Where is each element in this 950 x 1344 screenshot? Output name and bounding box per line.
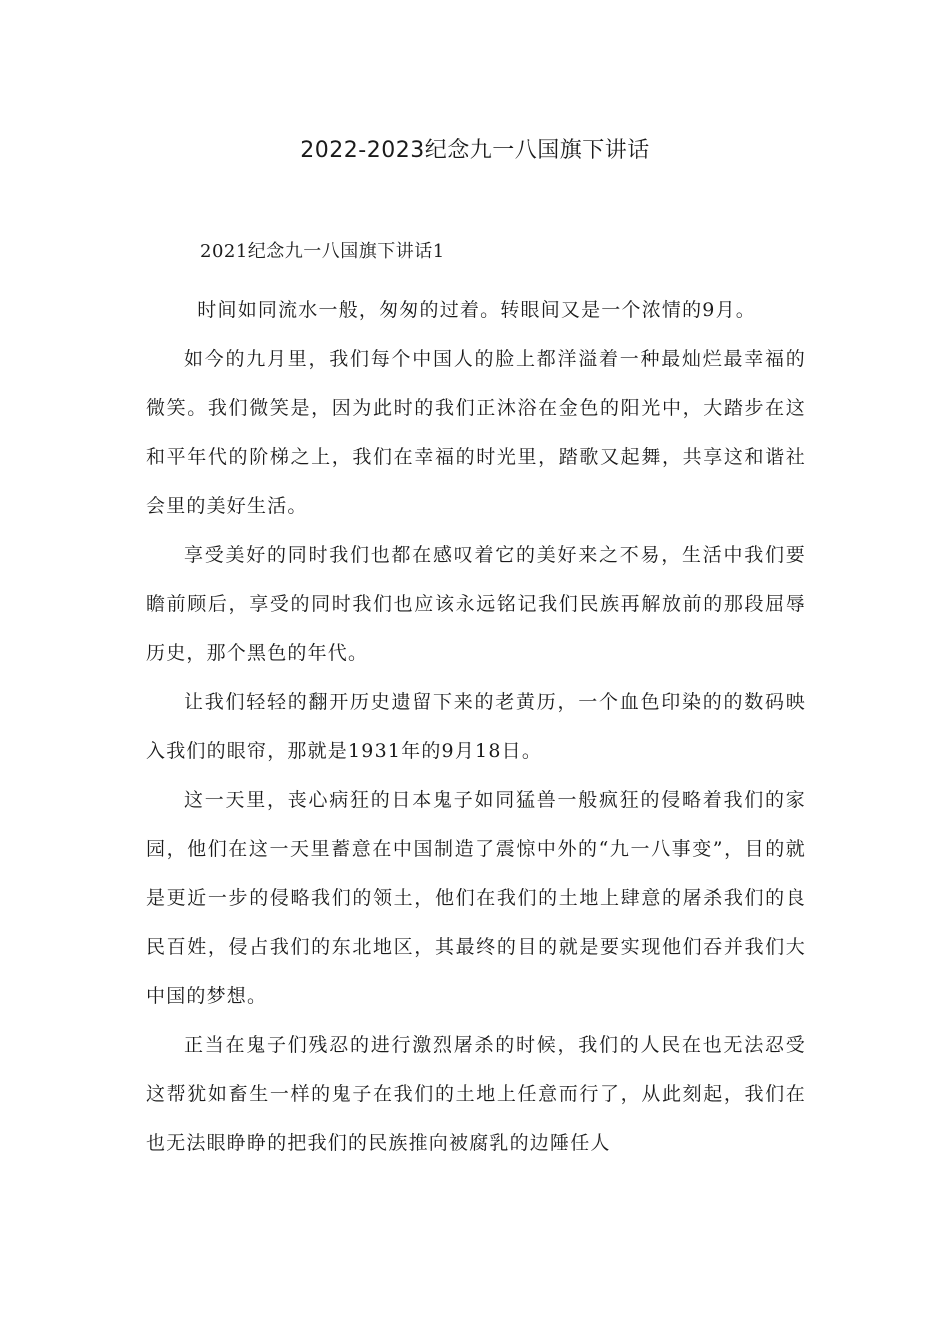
paragraph: 时间如同流水一般，匆匆的过着。转眼间又是一个浓情的9月。 — [197, 299, 756, 321]
body-text — [146, 286, 806, 1168]
section-heading: 2021纪念九一八国旗下讲话1 — [200, 241, 445, 262]
paragraph: 让我们轻轻的翻开历史遗留下来的老黄历，一个血色印染的的数码映入我们的眼帘，那就是1931年的9月18日。 — [146, 691, 806, 762]
paragraph: 这一天里，丧心病狂的日本鬼子如同猛兽一般疯狂的侵略着我们的家园，他们在这一天里蓄意在中国制造了震惊中外的“九一八事变”，目的就是更近一步的侵略我们的领土，他们在我们的土地上肆意的屠杀我们的良民百姓，侵占我们的东北地区，其最终的目的就是要实现他们吞并我们大中国的梦想。 — [146, 789, 806, 1007]
paragraph: 享受美好的同时我们也都在感叹着它的美好来之不易，生活中我们要瞻前顾后，享受的同时我们也应该永远铭记我们民族再解放前的那段屈辱历史，那个黑色的年代。 — [146, 544, 806, 664]
paragraph: 正当在鬼子们残忍的进行激烈屠杀的时候，我们的人民在也无法忍受这帮犹如畜生一样的鬼子在我们的土地上任意而行了，从此刻起，我们在也无法眼睁睁的把我们的民族推向被腐乳的边陲任人 — [146, 1034, 806, 1154]
document-title: 2022-2023纪念九一八国旗下讲话 — [300, 138, 650, 163]
paragraph: 如今的九月里，我们每个中国人的脸上都洋溢着一种最灿烂最幸福的微笑。我们微笑是，因为此时的我们正沐浴在金色的阳光中，大踏步在这和平年代的阶梯之上，我们在幸福的时光里，踏歌又起舞，共享这和谐社会里的美好生活。 — [146, 348, 806, 517]
